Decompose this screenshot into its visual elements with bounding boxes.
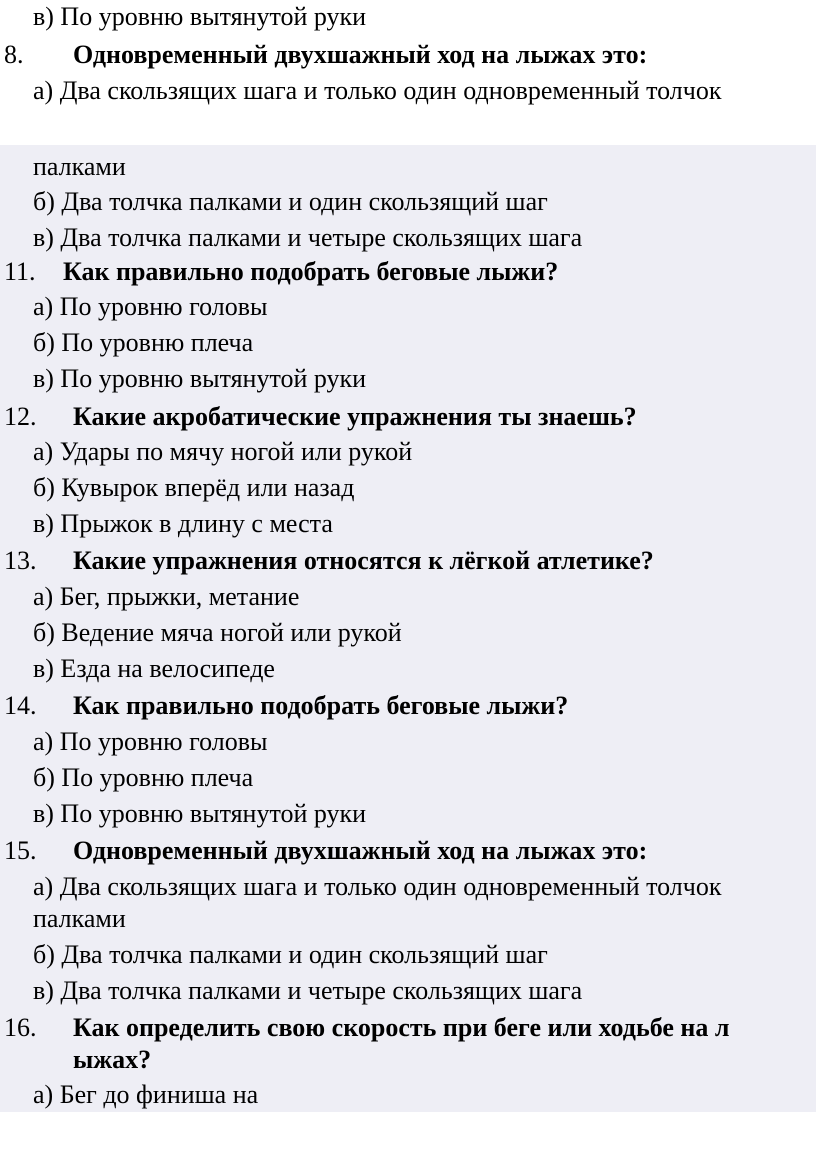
answer-line: б) Два толчка палками и один скользящий шаг bbox=[33, 940, 548, 969]
question-number: 14. bbox=[4, 691, 37, 720]
question-number: 8. bbox=[4, 40, 24, 69]
answer-line: а) По уровню головы bbox=[33, 727, 268, 756]
answer-line: а) Бег, прыжки, метание bbox=[33, 582, 300, 611]
answer-line: в) По уровню вытянутой руки bbox=[33, 2, 367, 31]
answer-line: б) Кувырок вперёд или назад bbox=[33, 473, 355, 502]
answer-line: а) Удары по мячу ногой или рукой bbox=[33, 437, 413, 466]
question-number: 13. bbox=[4, 546, 37, 575]
answer-continuation: палками bbox=[33, 152, 126, 181]
question-text: Одновременный двухшажный ход на лыжах это: bbox=[73, 40, 648, 69]
question-text: Какие акробатические упражнения ты знаешь? bbox=[73, 402, 637, 431]
answer-line: а) Бег до финиша на bbox=[33, 1080, 259, 1109]
question-number: 11. bbox=[4, 257, 36, 286]
question-text: Как правильно подобрать беговые лыжи? bbox=[73, 691, 569, 720]
question-number: 12. bbox=[4, 402, 37, 431]
question-text: Какие упражнения относятся к лёгкой атлетике? bbox=[73, 546, 654, 575]
question-number: 15. bbox=[4, 836, 37, 865]
answer-line: в) По уровню вытянутой руки bbox=[33, 799, 367, 828]
answer-continuation: палками bbox=[33, 904, 126, 933]
question-text: Как правильно подобрать беговые лыжи? bbox=[63, 257, 559, 286]
question-text-continuation: ыжах? bbox=[73, 1045, 152, 1074]
answer-line: б) Ведение мяча ногой или рукой bbox=[33, 618, 402, 647]
answer-line: б) Два толчка палками и один скользящий шаг bbox=[33, 187, 548, 216]
answer-line: а) Два скользящих шага и только один одновременный толчок bbox=[33, 76, 722, 105]
question-number: 16. bbox=[4, 1013, 37, 1042]
answer-line: в) Езда на велосипеде bbox=[33, 654, 275, 683]
answer-line: б) По уровню плеча bbox=[33, 763, 254, 792]
answer-line: а) Два скользящих шага и только один одновременный толчок bbox=[33, 872, 722, 901]
answer-line: в) Прыжок в длину с места bbox=[33, 509, 333, 538]
question-text: Как определить свою скорость при беге или ходьбе на л bbox=[73, 1013, 730, 1042]
answer-line: в) Два толчка палками и четыре скользящих шага bbox=[33, 223, 583, 252]
question-text: Одновременный двухшажный ход на лыжах это: bbox=[73, 836, 648, 865]
answer-line: в) Два толчка палками и четыре скользящих шага bbox=[33, 976, 583, 1005]
answer-line: б) По уровню плеча bbox=[33, 328, 254, 357]
answer-line: а) По уровню головы bbox=[33, 292, 268, 321]
answer-line: в) По уровню вытянутой руки bbox=[33, 364, 367, 393]
